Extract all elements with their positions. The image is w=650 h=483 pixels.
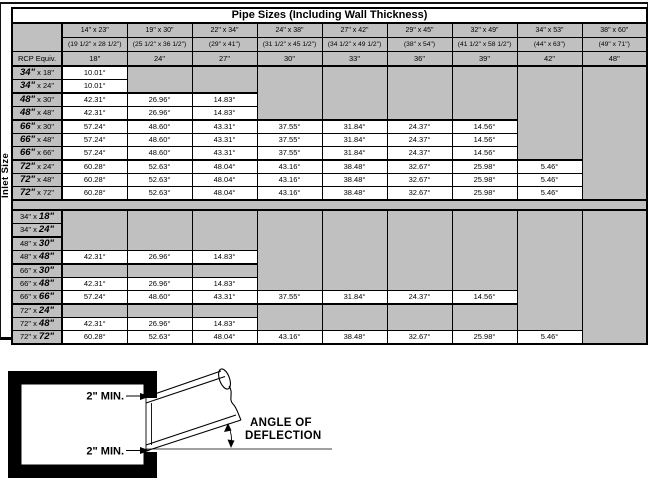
empty-cell	[192, 264, 257, 278]
empty-cell	[127, 264, 192, 278]
angle-cell: 43.16°	[257, 174, 322, 187]
col-header: 32" x 49"	[452, 23, 517, 38]
row-label: 34" x 18"	[12, 66, 62, 80]
angle-cell: 10.01°	[62, 80, 127, 94]
empty-cell	[452, 66, 517, 120]
empty-cell	[62, 264, 127, 278]
rcp-header: 42"	[517, 52, 582, 67]
row-label: 66" x 30"	[12, 264, 62, 278]
angle-cell: 31.84°	[322, 120, 387, 134]
row-label: 66" x 66"	[12, 147, 62, 161]
angle-cell: 38.48°	[322, 174, 387, 187]
angle-cell: 5.46°	[517, 331, 582, 345]
angle-cell: 14.56°	[452, 291, 517, 305]
angle-cell: 14.83°	[192, 318, 257, 331]
deflection-angle-table	[11, 7, 648, 345]
empty-cell	[257, 66, 322, 120]
row-label: 48" x 30"	[12, 93, 62, 107]
min-clearance-bottom-label: 2" MIN.	[86, 445, 124, 458]
angle-cell: 43.16°	[257, 187, 322, 201]
angle-cell: 25.98°	[452, 160, 517, 174]
col-header: 29" x 45"	[387, 23, 452, 38]
angle-cell: 43.31°	[192, 120, 257, 134]
table-row	[12, 160, 647, 174]
rcp-header: 36"	[387, 52, 452, 67]
empty-cell	[452, 210, 517, 291]
row-label: 48" x 30"	[12, 237, 62, 251]
angle-cell: 25.98°	[452, 187, 517, 201]
col-subheader: (38" x 54")	[387, 38, 452, 52]
angle-cell: 32.67°	[387, 160, 452, 174]
angle-cell: 48.04°	[192, 331, 257, 345]
angle-cell: 48.60°	[127, 120, 192, 134]
table-row	[12, 187, 647, 201]
angle-arc-arrows	[224, 423, 235, 448]
angle-cell: 43.31°	[192, 291, 257, 305]
angle-cell: 37.55°	[257, 147, 322, 161]
rcp-header: 24"	[127, 52, 192, 67]
deflection-diagram	[0, 362, 400, 483]
empty-cell	[322, 210, 387, 291]
empty-cell	[257, 210, 322, 291]
rcp-header: 39"	[452, 52, 517, 67]
angle-cell: 48.60°	[127, 134, 192, 147]
section-separator	[12, 200, 647, 210]
col-subheader: (29" x 41")	[192, 38, 257, 52]
row-label: 66" x 66"	[12, 291, 62, 305]
angle-cell: 37.55°	[257, 120, 322, 134]
structure-interior	[22, 385, 144, 465]
row-label: 72" x 72"	[12, 187, 62, 201]
row-label: 72" x 48"	[12, 318, 62, 331]
rcp-header: 30"	[257, 52, 322, 67]
angle-cell: 42.31°	[62, 318, 127, 331]
min-clearance-top-label: 2" MIN.	[86, 390, 124, 403]
angle-cell: 52.63°	[127, 160, 192, 174]
col-subheader: (34 1/2" x 49 1/2")	[322, 38, 387, 52]
angle-cell: 14.56°	[452, 147, 517, 161]
angle-cell: 31.84°	[322, 147, 387, 161]
pipe-end-opening	[216, 367, 233, 390]
rcp-equiv-label: RCP Equiv.	[12, 52, 62, 67]
separator-band	[12, 200, 647, 210]
angle-cell: 42.31°	[62, 93, 127, 107]
empty-cell	[387, 66, 452, 120]
row-label: 34" x 24"	[12, 80, 62, 94]
empty-cell	[322, 304, 387, 331]
col-header: 34" x 53"	[517, 23, 582, 38]
rcp-equiv-row	[12, 52, 647, 67]
angle-of-deflection-label-line1: ANGLE OF	[250, 417, 312, 429]
angle-cell: 52.63°	[127, 174, 192, 187]
col-header: 19" x 30"	[127, 23, 192, 38]
angle-of-deflection-label-line2: DEFLECTION	[245, 430, 322, 442]
row-label: 34" x 18"	[12, 210, 62, 224]
pipe-size-header-row	[12, 23, 647, 38]
angle-cell: 48.04°	[192, 187, 257, 201]
angle-cell: 43.16°	[257, 160, 322, 174]
angle-cell: 37.55°	[257, 134, 322, 147]
angle-cell: 26.96°	[127, 278, 192, 291]
angle-cell: 5.46°	[517, 160, 582, 174]
angle-cell: 14.83°	[192, 278, 257, 291]
empty-cell	[62, 210, 127, 251]
corner-cell	[12, 23, 62, 52]
rcp-header: 18"	[62, 52, 127, 67]
angle-cell: 42.31°	[62, 107, 127, 121]
angle-cell: 25.98°	[452, 331, 517, 345]
row-label: 48" x 48"	[12, 107, 62, 121]
angle-cell: 26.96°	[127, 93, 192, 107]
angle-cell: 26.96°	[127, 251, 192, 265]
angle-cell: 5.46°	[517, 187, 582, 201]
row-label: 66" x 48"	[12, 134, 62, 147]
empty-cell	[387, 210, 452, 291]
col-subheader: (25 1/2" x 36 1/2")	[127, 38, 192, 52]
angle-cell: 43.16°	[257, 331, 322, 345]
rcp-header: 48"	[582, 52, 647, 67]
angle-cell: 42.31°	[62, 278, 127, 291]
row-label: 72" x 24"	[12, 304, 62, 318]
angle-cell: 57.24°	[62, 291, 127, 305]
title-row	[12, 8, 647, 23]
empty-cell	[127, 210, 192, 251]
pipe	[146, 367, 241, 451]
row-label: 72" x 72"	[12, 331, 62, 345]
angle-cell: 14.83°	[192, 107, 257, 121]
angle-cell: 32.67°	[387, 331, 452, 345]
angle-cell: 24.37°	[387, 120, 452, 134]
col-header: 38" x 60"	[582, 23, 647, 38]
col-header: 14" x 23"	[62, 23, 127, 38]
col-subheader: (41 1/2" x 58 1/2")	[452, 38, 517, 52]
empty-cell	[582, 66, 647, 200]
angle-cell: 32.67°	[387, 187, 452, 201]
table-row	[12, 331, 647, 345]
empty-cell	[257, 304, 322, 331]
angle-cell: 31.84°	[322, 291, 387, 305]
empty-cell	[387, 304, 452, 331]
empty-cell	[322, 66, 387, 120]
angle-cell: 14.83°	[192, 93, 257, 107]
angle-cell: 26.96°	[127, 107, 192, 121]
empty-cell	[192, 210, 257, 251]
table-row	[12, 210, 647, 224]
angle-cell: 48.04°	[192, 160, 257, 174]
col-subheader: (19 1/2" x 28 1/2")	[62, 38, 127, 52]
col-subheader: (44" x 63")	[517, 38, 582, 52]
angle-cell: 38.48°	[322, 160, 387, 174]
empty-cell	[192, 66, 257, 93]
angle-cell: 14.56°	[452, 120, 517, 134]
angle-cell: 57.24°	[62, 134, 127, 147]
empty-cell	[517, 210, 582, 331]
empty-cell	[452, 304, 517, 331]
empty-cell	[582, 210, 647, 344]
angle-cell: 60.28°	[62, 160, 127, 174]
angle-cell: 5.46°	[517, 174, 582, 187]
angle-cell: 52.63°	[127, 331, 192, 345]
rcp-header: 33"	[322, 52, 387, 67]
row-label: 66" x 48"	[12, 278, 62, 291]
angle-cell: 42.31°	[62, 251, 127, 265]
empty-cell	[127, 66, 192, 93]
empty-cell	[517, 66, 582, 160]
col-header: 24" x 38"	[257, 23, 322, 38]
empty-cell	[192, 304, 257, 318]
empty-cell	[62, 304, 127, 318]
angle-cell: 38.48°	[322, 187, 387, 201]
angle-cell: 48.60°	[127, 147, 192, 161]
angle-cell: 25.98°	[452, 174, 517, 187]
row-label: 34" x 24"	[12, 224, 62, 238]
row-label: 72" x 48"	[12, 174, 62, 187]
angle-cell: 38.48°	[322, 331, 387, 345]
angle-cell: 24.37°	[387, 291, 452, 305]
row-label: 72" x 24"	[12, 160, 62, 174]
angle-cell: 26.96°	[127, 318, 192, 331]
col-subheader: (31 1/2" x 45 1/2")	[257, 38, 322, 52]
angle-cell: 57.24°	[62, 120, 127, 134]
angle-cell: 14.83°	[192, 251, 257, 265]
col-subheader: (49" x 71")	[582, 38, 647, 52]
table-row	[12, 174, 647, 187]
col-header: 22" x 34"	[192, 23, 257, 38]
wall-thickness-header-row	[12, 38, 647, 52]
angle-cell: 43.31°	[192, 134, 257, 147]
angle-cell: 37.55°	[257, 291, 322, 305]
angle-cell: 60.28°	[62, 174, 127, 187]
angle-cell: 60.28°	[62, 331, 127, 345]
col-header: 27" x 42"	[322, 23, 387, 38]
table-title: Pipe Sizes (Including Wall Thickness)	[12, 8, 647, 23]
table-row	[12, 66, 647, 80]
angle-cell: 57.24°	[62, 147, 127, 161]
empty-cell	[127, 304, 192, 318]
angle-cell: 32.67°	[387, 174, 452, 187]
row-label: 48" x 48"	[12, 251, 62, 265]
angle-cell: 43.31°	[192, 147, 257, 161]
inlet-size-axis-label: Inlet Size	[0, 152, 11, 198]
angle-cell: 48.04°	[192, 174, 257, 187]
angle-cell: 60.28°	[62, 187, 127, 201]
angle-cell: 10.01°	[62, 66, 127, 80]
angle-cell: 52.63°	[127, 187, 192, 201]
rcp-header: 27"	[192, 52, 257, 67]
angle-cell: 31.84°	[322, 134, 387, 147]
angle-cell: 24.37°	[387, 134, 452, 147]
row-label: 66" x 30"	[12, 120, 62, 134]
angle-cell: 14.56°	[452, 134, 517, 147]
angle-cell: 48.60°	[127, 291, 192, 305]
angle-cell: 24.37°	[387, 147, 452, 161]
